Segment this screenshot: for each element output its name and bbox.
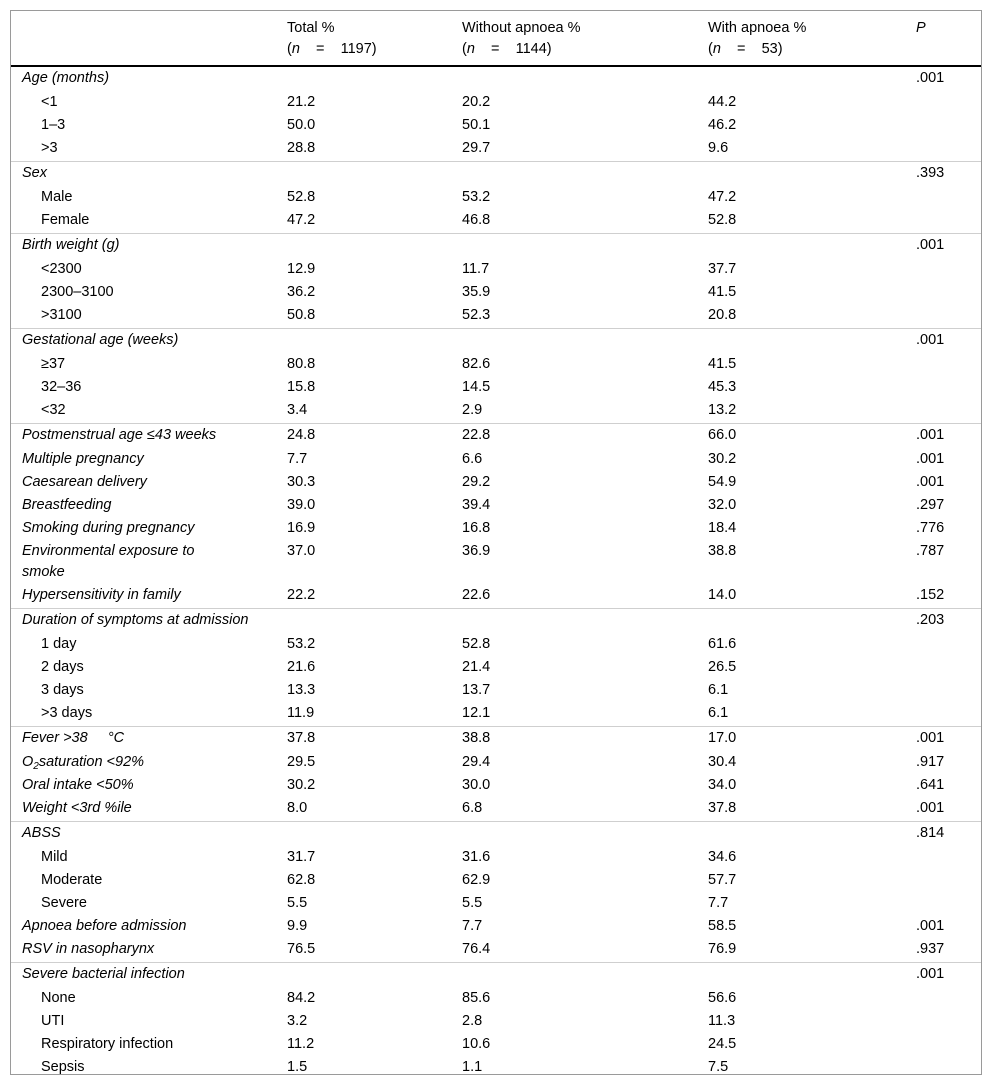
table-row	[11, 399, 981, 423]
cell-with-apnoea: 7.5	[708, 1059, 729, 1075]
cell-total: 3.4	[287, 402, 308, 418]
row-label: >3100	[41, 307, 82, 323]
cell-with-apnoea: 37.7	[708, 261, 737, 277]
row-label	[22, 751, 144, 775]
cell-total: 15.8	[287, 379, 316, 395]
row-label: ≥37	[41, 356, 66, 372]
cell-with-apnoea: 45.3	[708, 379, 737, 395]
cell-total: 11.2	[287, 1036, 315, 1052]
table-row	[11, 186, 981, 209]
cell-total: 47.2	[287, 212, 316, 228]
cell-without-apnoea: 29.4	[462, 754, 491, 770]
header-without-apnoea	[462, 18, 581, 60]
cell-total: 29.5	[287, 754, 316, 770]
cell-total: 50.8	[287, 307, 316, 323]
table-row	[11, 608, 981, 633]
row-label: Sepsis	[41, 1059, 85, 1075]
table-row	[11, 304, 981, 328]
table-row	[11, 1010, 981, 1033]
table-row	[11, 114, 981, 137]
cell-without-apnoea: 29.7	[462, 140, 491, 156]
cell-total: 36.2	[287, 284, 316, 300]
cell-with-apnoea: 20.8	[708, 307, 737, 323]
cell-without-apnoea: 35.9	[462, 284, 491, 300]
cell-without-apnoea: 38.8	[462, 730, 491, 746]
row-label: >3	[41, 140, 58, 156]
row-label: <2300	[41, 261, 82, 277]
cell-without-apnoea: 30.0	[462, 777, 491, 793]
cell-total: 30.3	[287, 474, 316, 490]
cell-total: 21.6	[287, 659, 316, 675]
cell-with-apnoea: 66.0	[708, 427, 737, 443]
row-label: Female	[41, 212, 90, 228]
table-row	[11, 821, 981, 846]
table-row	[11, 679, 981, 702]
table-row	[11, 751, 981, 774]
cell-total: 62.8	[287, 872, 316, 888]
row-label: Severe	[41, 895, 87, 911]
table-row	[11, 209, 981, 233]
cell-p-value: .814	[916, 825, 945, 841]
row-label: 2 days	[41, 659, 84, 675]
table-row	[11, 987, 981, 1010]
cell-p-value: .937	[916, 941, 945, 957]
cell-with-apnoea: 9.6	[708, 140, 729, 156]
row-label: Breastfeeding	[22, 497, 112, 513]
header-total-label: Total %	[287, 20, 335, 36]
cell-p-value: .001	[916, 474, 945, 490]
cell-without-apnoea: 50.1	[462, 117, 491, 133]
header-with-apnoea	[708, 18, 806, 60]
cell-total: 16.9	[287, 520, 316, 536]
cell-p-value: .203	[916, 612, 945, 628]
cell-total: 13.3	[287, 682, 316, 698]
row-label: Multiple pregnancy	[22, 451, 144, 467]
table-row	[11, 962, 981, 987]
table-row	[11, 328, 981, 353]
cell-total: 30.2	[287, 777, 316, 793]
cell-without-apnoea: 52.8	[462, 636, 491, 652]
cell-total: 52.8	[287, 189, 316, 205]
cell-with-apnoea: 6.1	[708, 682, 729, 698]
cell-with-apnoea: 41.5	[708, 356, 737, 372]
cell-with-apnoea: 57.7	[708, 872, 737, 888]
cell-total: 21.2	[287, 94, 316, 110]
row-label: 1–3	[41, 117, 66, 133]
table-row	[11, 797, 981, 821]
table-row	[11, 869, 981, 892]
cell-without-apnoea: 5.5	[462, 895, 483, 911]
cell-p-value: .001	[916, 451, 945, 467]
cell-p-value: .001	[916, 427, 945, 443]
table-row	[11, 517, 981, 540]
cell-without-apnoea: 1.1	[462, 1059, 483, 1075]
table-row	[11, 656, 981, 679]
row-label: >3 days	[41, 705, 93, 721]
cell-total: 31.7	[287, 849, 316, 865]
cell-without-apnoea: 22.8	[462, 427, 491, 443]
table-row	[11, 938, 981, 962]
cell-total: 39.0	[287, 497, 316, 513]
row-label: ABSS	[22, 825, 61, 841]
header-total-n: (n = 1197)	[287, 41, 377, 57]
cell-p-value: .001	[916, 966, 945, 982]
table-row	[11, 726, 981, 751]
table-row	[11, 233, 981, 258]
cell-without-apnoea: 82.6	[462, 356, 491, 372]
cell-with-apnoea: 58.5	[708, 918, 737, 934]
n-symbol: n	[291, 41, 300, 57]
cell-with-apnoea: 56.6	[708, 990, 737, 1006]
header-without-n: (n = 1144)	[462, 41, 552, 57]
cell-p-value: .001	[916, 800, 945, 816]
cell-total: 1.5	[287, 1059, 308, 1075]
data-table	[10, 10, 982, 1075]
cell-without-apnoea: 76.4	[462, 941, 491, 957]
cell-with-apnoea: 34.6	[708, 849, 737, 865]
cell-total: 11.9	[287, 705, 315, 721]
n-symbol: n	[466, 41, 475, 57]
cell-without-apnoea: 11.7	[462, 261, 490, 277]
table-body	[11, 67, 981, 1079]
cell-with-apnoea: 32.0	[708, 497, 737, 513]
row-label: Environmental exposure to smoke	[22, 543, 195, 580]
cell-total: 80.8	[287, 356, 316, 372]
header-with-n: (n = 53)	[708, 41, 783, 57]
cell-with-apnoea: 52.8	[708, 212, 737, 228]
cell-total: 50.0	[287, 117, 316, 133]
cell-without-apnoea: 2.8	[462, 1013, 483, 1029]
cell-total: 12.9	[287, 261, 316, 277]
row-label: None	[41, 990, 76, 1006]
cell-with-apnoea: 34.0	[708, 777, 737, 793]
cell-without-apnoea: 46.8	[462, 212, 491, 228]
cell-without-apnoea: 7.7	[462, 918, 483, 934]
cell-with-apnoea: 47.2	[708, 189, 737, 205]
row-label: Fever >38 °C	[22, 730, 125, 746]
table-row	[11, 494, 981, 517]
cell-p-value: .393	[916, 165, 945, 181]
cell-without-apnoea: 6.6	[462, 451, 483, 467]
row-label: Weight <3rd %ile	[22, 800, 132, 816]
row-label: 3 days	[41, 682, 84, 698]
cell-without-apnoea: 31.6	[462, 849, 491, 865]
cell-without-apnoea: 14.5	[462, 379, 491, 395]
cell-p-value: .001	[916, 918, 945, 934]
table-row	[11, 281, 981, 304]
cell-total: 3.2	[287, 1013, 308, 1029]
row-label: Duration of symptoms at admission	[22, 612, 249, 628]
cell-total: 7.7	[287, 451, 308, 467]
row-label: Oral intake <50%	[22, 777, 134, 793]
cell-total: 24.8	[287, 427, 316, 443]
label-subscript: 2	[33, 761, 39, 772]
cell-without-apnoea: 20.2	[462, 94, 491, 110]
row-label: Caesarean delivery	[22, 474, 147, 490]
cell-p-value: .001	[916, 237, 945, 253]
table-row	[11, 892, 981, 915]
cell-without-apnoea: 16.8	[462, 520, 491, 536]
row-label: Birth weight (g)	[22, 237, 120, 253]
cell-without-apnoea: 2.9	[462, 402, 483, 418]
cell-with-apnoea: 41.5	[708, 284, 737, 300]
header-total	[287, 18, 377, 60]
table-row	[11, 471, 981, 494]
cell-total: 22.2	[287, 587, 316, 603]
table-row	[11, 915, 981, 938]
cell-with-apnoea: 54.9	[708, 474, 737, 490]
cell-without-apnoea: 29.2	[462, 474, 491, 490]
table-row	[11, 376, 981, 399]
cell-with-apnoea: 13.2	[708, 402, 737, 418]
n-symbol: n	[712, 41, 721, 57]
table-row	[11, 846, 981, 869]
cell-with-apnoea: 30.4	[708, 754, 737, 770]
cell-p-value: .001	[916, 70, 945, 86]
cell-total: 9.9	[287, 918, 308, 934]
cell-p-value: .641	[916, 777, 945, 793]
cell-with-apnoea: 14.0	[708, 587, 737, 603]
row-label: Postmenstrual age ≤43 weeks	[22, 427, 217, 443]
table-row	[11, 67, 981, 91]
cell-with-apnoea: 30.2	[708, 451, 737, 467]
table-row	[11, 258, 981, 281]
cell-without-apnoea: 10.6	[462, 1036, 491, 1052]
cell-with-apnoea: 76.9	[708, 941, 737, 957]
row-label: RSV in nasopharynx	[22, 941, 155, 957]
cell-p-value: .297	[916, 497, 945, 513]
row-label: Severe bacterial infection	[22, 966, 185, 982]
cell-total: 8.0	[287, 800, 308, 816]
cell-with-apnoea: 17.0	[708, 730, 737, 746]
cell-with-apnoea: 11.3	[708, 1013, 736, 1029]
row-label: Apnoea before admission	[22, 918, 187, 934]
cell-with-apnoea: 7.7	[708, 895, 729, 911]
cell-with-apnoea: 37.8	[708, 800, 737, 816]
table-row	[11, 448, 981, 471]
cell-with-apnoea: 26.5	[708, 659, 737, 675]
table-row	[11, 540, 981, 584]
cell-total: 53.2	[287, 636, 316, 652]
cell-without-apnoea: 13.7	[462, 682, 491, 698]
row-label: Smoking during pregnancy	[22, 520, 195, 536]
cell-without-apnoea: 53.2	[462, 189, 491, 205]
table-row	[11, 423, 981, 448]
table-row	[11, 353, 981, 376]
row-label: Age (months)	[22, 70, 110, 86]
cell-p-value: .787	[916, 543, 945, 559]
cell-total: 37.0	[287, 543, 316, 559]
table-row	[11, 1033, 981, 1056]
cell-with-apnoea: 44.2	[708, 94, 737, 110]
cell-p-value: .001	[916, 730, 945, 746]
table-row	[11, 702, 981, 726]
row-label: Sex	[22, 165, 47, 181]
row-label: 2300–3100	[41, 284, 114, 300]
table-row	[11, 1056, 981, 1079]
header-p: P	[916, 20, 926, 36]
cell-without-apnoea: 85.6	[462, 990, 491, 1006]
row-label: Hypersensitivity in family	[22, 587, 181, 603]
row-label: <32	[41, 402, 66, 418]
cell-p-value: .917	[916, 754, 945, 770]
cell-without-apnoea: 36.9	[462, 543, 491, 559]
header-with-label: With apnoea %	[708, 20, 807, 36]
cell-with-apnoea: 46.2	[708, 117, 737, 133]
cell-total: 37.8	[287, 730, 316, 746]
cell-p-value: .152	[916, 587, 945, 603]
table-row	[11, 584, 981, 608]
cell-without-apnoea: 21.4	[462, 659, 491, 675]
cell-without-apnoea: 52.3	[462, 307, 491, 323]
cell-with-apnoea: 24.5	[708, 1036, 737, 1052]
cell-total: 28.8	[287, 140, 316, 156]
row-label: Mild	[41, 849, 68, 865]
label-text: saturation <92%	[38, 754, 145, 770]
table-row	[11, 91, 981, 114]
cell-with-apnoea: 18.4	[708, 520, 737, 536]
cell-p-value: .001	[916, 332, 945, 348]
cell-without-apnoea: 39.4	[462, 497, 491, 513]
cell-with-apnoea: 6.1	[708, 705, 729, 721]
row-label: Respiratory infection	[41, 1036, 174, 1052]
cell-with-apnoea: 38.8	[708, 543, 737, 559]
row-label: UTI	[41, 1013, 65, 1029]
cell-without-apnoea: 6.8	[462, 800, 483, 816]
row-label: Gestational age (weeks)	[22, 332, 179, 348]
cell-without-apnoea: 12.1	[462, 705, 491, 721]
cell-total: 5.5	[287, 895, 308, 911]
cell-total: 84.2	[287, 990, 316, 1006]
table-row	[11, 633, 981, 656]
row-label: 1 day	[41, 636, 77, 652]
table-row	[11, 774, 981, 797]
row-label: <1	[41, 94, 58, 110]
table-row	[11, 161, 981, 186]
table-header	[11, 11, 981, 67]
row-label: 32–36	[41, 379, 82, 395]
cell-without-apnoea: 62.9	[462, 872, 491, 888]
cell-with-apnoea: 61.6	[708, 636, 737, 652]
cell-without-apnoea: 22.6	[462, 587, 491, 603]
row-label: Moderate	[41, 872, 103, 888]
table-row	[11, 137, 981, 161]
cell-p-value: .776	[916, 520, 945, 536]
label-text: O	[22, 754, 34, 770]
row-label: Male	[41, 189, 73, 205]
header-without-label: Without apnoea %	[462, 20, 581, 36]
cell-total: 76.5	[287, 941, 316, 957]
